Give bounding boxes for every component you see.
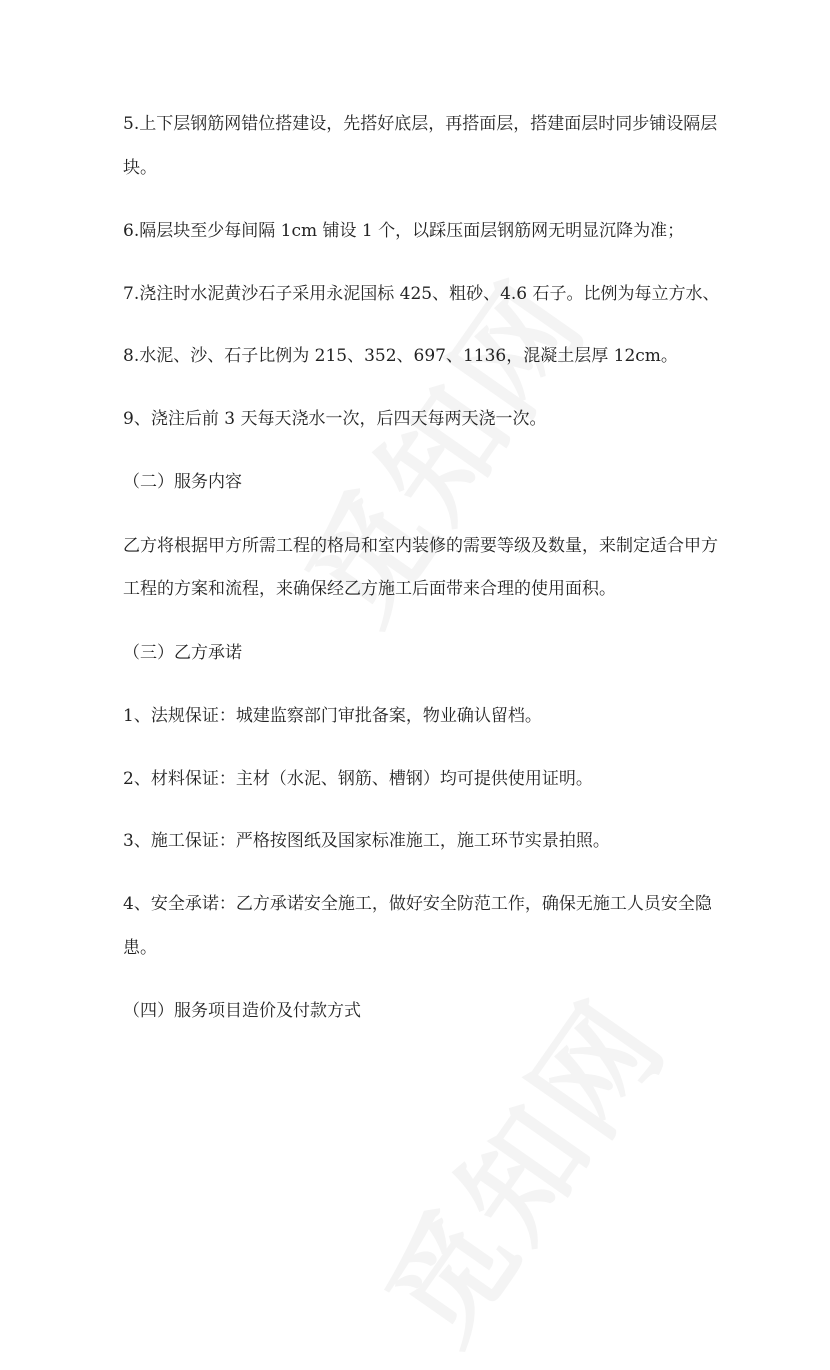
section-heading: （四）服务项目造价及付款方式 — [123, 1001, 361, 1021]
paragraph-line: 8.水泥、沙、石子比例为 215、352、697、1136，混凝土层厚 12cm。 — [123, 346, 678, 366]
paragraph-line: 乙方将根据甲方所需工程的格局和室内装修的需要等级及数量，来制定适合甲方 — [123, 536, 718, 556]
paragraph-line: 工程的方案和流程，来确保经乙方施工后面带来合理的使用面积。 — [123, 579, 616, 599]
paragraph-line: 7.浇注时水泥黄沙石子采用永泥国标 425、粗砂、4.6 石子。比例为每立方水、 — [123, 284, 720, 304]
paragraph-line: 1、法规保证：城建监察部门审批备案，物业确认留档。 — [123, 706, 542, 726]
paragraph-line: 3、施工保证：严格按图纸及国家标准施工，施工环节实景拍照。 — [123, 831, 610, 851]
paragraph-line: 9、浇注后前 3 天每天浇水一次，后四天每两天浇一次。 — [123, 409, 547, 429]
paragraph-line: 5.上下层钢筋网错位搭建设，先搭好底层，再搭面层，搭建面层时同步铺设隔层 — [123, 114, 718, 134]
watermark — [340, 962, 698, 1370]
paragraph-line: 4、安全承诺：乙方承诺安全施工，做好安全防范工作，确保无施工人员安全隐 — [123, 894, 712, 914]
section-heading: （三）乙方承诺 — [123, 643, 242, 663]
paragraph-line: 2、材料保证：主材（水泥、钢筋、槽钢）均可提供使用证明。 — [123, 769, 593, 789]
paragraph-line: 患。 — [123, 938, 157, 958]
paragraph-line: 6.隔层块至少每间隔 1cm 铺设 1 个，以踩压面层钢筋网无明显沉降为准； — [123, 221, 685, 241]
section-heading: （二）服务内容 — [123, 472, 242, 492]
paragraph-line: 块。 — [123, 158, 157, 178]
